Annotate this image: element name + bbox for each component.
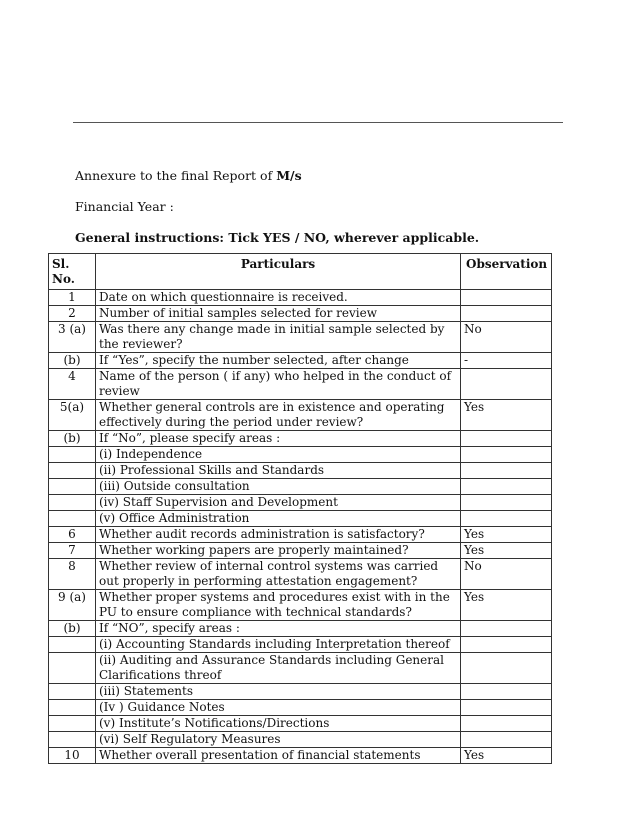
table-row	[49, 353, 552, 369]
particulars-cell: (v) Institute’s Notifications/Directions	[96, 716, 461, 732]
observation-cell: Yes	[461, 400, 552, 431]
observation-cell: Yes	[461, 527, 552, 543]
sl-no-cell: 10	[49, 748, 96, 764]
table-row	[49, 748, 552, 764]
table-row	[49, 716, 552, 732]
sl-no-cell	[49, 495, 96, 511]
particulars-cell: (ii) Auditing and Assurance Standards including General Clarifications threof	[96, 653, 461, 684]
particulars-cell: Whether general controls are in existence and operating effectively during the period under review?	[96, 400, 461, 431]
financial-year-line: Financial Year :	[75, 199, 174, 214]
observation-cell: -	[461, 353, 552, 369]
observation-cell: Yes	[461, 590, 552, 621]
table-body	[49, 290, 552, 764]
table-row	[49, 447, 552, 463]
sl-no-cell	[49, 511, 96, 527]
table-row	[49, 543, 552, 559]
sl-no-cell	[49, 653, 96, 684]
sl-no-cell: 2	[49, 306, 96, 322]
table-row	[49, 653, 552, 684]
table-row	[49, 495, 552, 511]
sl-no-cell	[49, 732, 96, 748]
observation-cell	[461, 732, 552, 748]
sl-no-cell	[49, 447, 96, 463]
table-row	[49, 559, 552, 590]
observation-cell: Yes	[461, 543, 552, 559]
observation-cell	[461, 700, 552, 716]
particulars-cell: Name of the person ( if any) who helped in the conduct of review	[96, 369, 461, 400]
table-row	[49, 400, 552, 431]
table-row	[49, 306, 552, 322]
sl-no-cell: 9 (a)	[49, 590, 96, 621]
column-header-sl-no: Sl. No.	[49, 254, 96, 290]
particulars-cell: Whether working papers are properly maintained?	[96, 543, 461, 559]
observation-cell	[461, 447, 552, 463]
observation-cell	[461, 463, 552, 479]
observation-cell	[461, 511, 552, 527]
questionnaire-table	[48, 253, 552, 764]
observation-cell	[461, 716, 552, 732]
observation-cell	[461, 479, 552, 495]
table-row	[49, 621, 552, 637]
sl-no-cell: 8	[49, 559, 96, 590]
particulars-cell: (v) Office Administration	[96, 511, 461, 527]
observation-cell	[461, 290, 552, 306]
observation-cell	[461, 653, 552, 684]
observation-cell	[461, 495, 552, 511]
column-header-observation: Observation	[461, 254, 552, 290]
sl-no-cell	[49, 716, 96, 732]
table-header-row	[49, 254, 552, 290]
particulars-cell: Date on which questionnaire is received.	[96, 290, 461, 306]
sl-no-cell	[49, 700, 96, 716]
company-prefix: M/s	[276, 168, 302, 183]
annexure-line	[75, 168, 302, 183]
sl-no-cell: 3 (a)	[49, 322, 96, 353]
observation-cell	[461, 621, 552, 637]
observation-cell	[461, 637, 552, 653]
table-row	[49, 511, 552, 527]
sl-no-cell: 1	[49, 290, 96, 306]
particulars-cell: Whether proper systems and procedures exist with in the PU to ensure compliance with technical standards?	[96, 590, 461, 621]
table-row	[49, 590, 552, 621]
particulars-cell: (Iv ) Guidance Notes	[96, 700, 461, 716]
table-row	[49, 732, 552, 748]
particulars-cell: (iv) Staff Supervision and Development	[96, 495, 461, 511]
general-instructions: General instructions: Tick YES / NO, wherever applicable.	[75, 230, 480, 245]
sl-no-cell	[49, 637, 96, 653]
observation-cell	[461, 431, 552, 447]
sl-no-cell	[49, 684, 96, 700]
particulars-cell: If “No”, please specify areas :	[96, 431, 461, 447]
sl-no-cell: 6	[49, 527, 96, 543]
observation-cell: No	[461, 322, 552, 353]
observation-cell: Yes	[461, 748, 552, 764]
table-row	[49, 700, 552, 716]
particulars-cell: (i) Accounting Standards including Interpretation thereof	[96, 637, 461, 653]
particulars-cell: If “Yes”, specify the number selected, after change	[96, 353, 461, 369]
header-rule	[73, 122, 563, 123]
column-header-particulars: Particulars	[96, 254, 461, 290]
particulars-cell: Number of initial samples selected for review	[96, 306, 461, 322]
particulars-cell: (i) Independence	[96, 447, 461, 463]
table-row	[49, 431, 552, 447]
sl-no-cell	[49, 479, 96, 495]
table-row	[49, 322, 552, 353]
table-row	[49, 479, 552, 495]
particulars-cell: If “NO”, specify areas :	[96, 621, 461, 637]
sl-no-cell: (b)	[49, 621, 96, 637]
table-row	[49, 290, 552, 306]
particulars-cell: Whether review of internal control systems was carried out properly in performing attestation engagement?	[96, 559, 461, 590]
observation-cell	[461, 369, 552, 400]
particulars-cell: Was there any change made in initial sample selected by the reviewer?	[96, 322, 461, 353]
table-row	[49, 684, 552, 700]
particulars-cell: Whether audit records administration is satisfactory?	[96, 527, 461, 543]
sl-no-cell: 5(a)	[49, 400, 96, 431]
particulars-cell: (vi) Self Regulatory Measures	[96, 732, 461, 748]
sl-no-cell: 4	[49, 369, 96, 400]
sl-no-cell: 7	[49, 543, 96, 559]
sl-no-cell	[49, 463, 96, 479]
annexure-text: Annexure to the final Report of	[75, 168, 277, 183]
table-row	[49, 463, 552, 479]
observation-cell	[461, 684, 552, 700]
table-row	[49, 369, 552, 400]
sl-no-cell: (b)	[49, 353, 96, 369]
observation-cell	[461, 306, 552, 322]
table-row	[49, 527, 552, 543]
particulars-cell: (iii) Outside consultation	[96, 479, 461, 495]
particulars-cell: (ii) Professional Skills and Standards	[96, 463, 461, 479]
observation-cell: No	[461, 559, 552, 590]
particulars-cell: (iii) Statements	[96, 684, 461, 700]
particulars-cell: Whether overall presentation of financial statements	[96, 748, 461, 764]
table-row	[49, 637, 552, 653]
sl-no-cell: (b)	[49, 431, 96, 447]
